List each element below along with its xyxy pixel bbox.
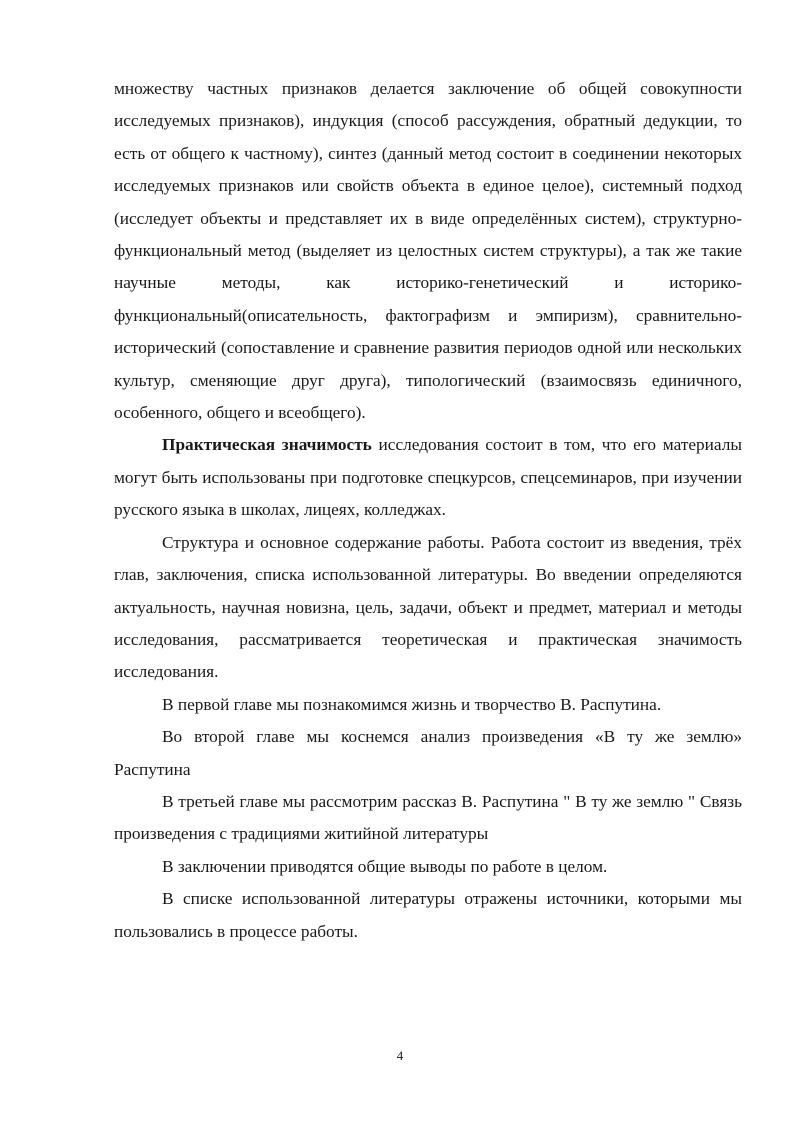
paragraph-conclusion: В заключении приводятся общие выводы по работе в целом. — [162, 856, 608, 876]
practical-significance-text: исследования состоит в том, что его материалы могут быть использованы при подготовке спецкурсов, спецсеминаров, при изучении русского языка в школах, лицеях, колледжах. — [114, 435, 742, 520]
paragraph-chapter-two: Во второй главе мы коснемся анализ произведения «В ту же землю» Распутина — [114, 727, 742, 779]
paragraph-structure: Структура и основное содержание работы. Работа состоит из введения, трёх глав, заключения, списка использованной литературы. Во введении определяются актуальность, научная новизна, цель, задачи, объект и предмет, материал и методы исследования, рассматривается теоретическая и практическая значимость исследования. — [114, 532, 742, 682]
paragraph-methods: множеству частных признаков делается заключение об общей совокупности исследуемых признаков), индукция (способ рассуждения, обратный дедукции, то есть от общего к частному), синтез (данный метод состоит в соединении некоторых исследуемых признаков или свойств объекта в единое целое), системный подход (исследует объекты и представляет их в виде определённых систем), структурно-функциональный метод (выделяет из целостных систем структуры), а так же такие научные методы, как историко-генетический и историко-функциональный(описательность, фактографизм и эмпиризм), сравнительно-исторический (сопоставление и сравнение развития периодов одной или нескольких культур, сменяющие друг друга), типологический (взаимосвязь единичного, особенного, общего и всеобщего). — [114, 79, 742, 423]
practical-significance-heading: Практическая значимость — [162, 435, 372, 455]
paragraph-chapter-three: В третьей главе мы рассмотрим рассказ В. Распутина " В ту же землю " Связь произведения с традициями житийной литературы — [114, 791, 742, 844]
paragraph-chapter-one: В первой главе мы познакомимся жизнь и творчество В. Распутина. — [162, 694, 662, 714]
page-number: 4 — [396, 1048, 404, 1063]
paragraph-references: В списке использованной литературы отражены источники, которыми мы пользовались в процессе работы. — [114, 889, 742, 941]
paragraph-practical-significance — [114, 429, 742, 526]
page-body — [114, 73, 742, 948]
